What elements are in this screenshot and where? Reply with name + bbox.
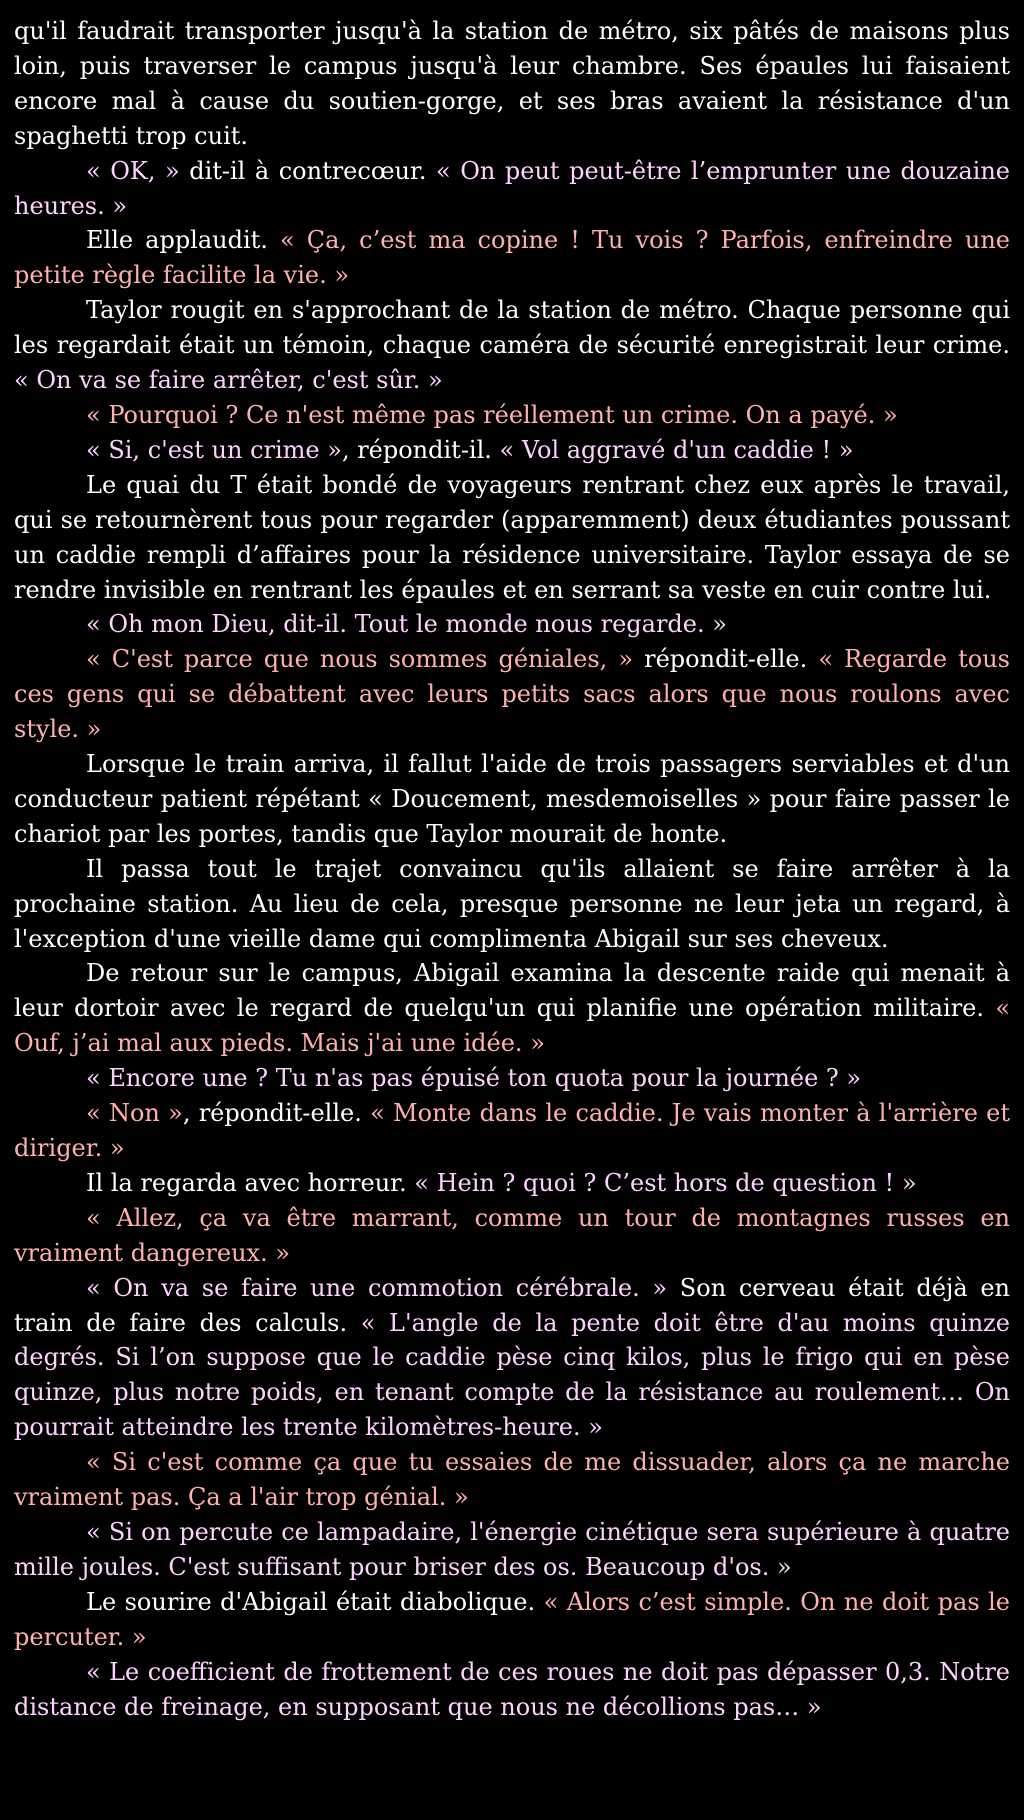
narration-text: , répondit-il. — [341, 435, 500, 464]
narration-text: , répondit-elle. — [182, 1099, 371, 1128]
paragraph — [14, 433, 1010, 468]
abigail-dialogue: « Ouf, j’ai mal aux pieds. Mais j'ai une idée. » — [14, 994, 1010, 1058]
taylor-dialogue: « L'angle de la pente doit être d'au moins quinze degrés. Si l’on suppose que le caddie pèse cinq kilos, plus le frigo qui en pèse quinze, plus notre poids, en tenant compte de la résistance au roulement… On pourrait atteindre les trente kilomètres-heure. » — [14, 1308, 1010, 1442]
narration-text: Le sourire d'Abigail était diabolique. — [86, 1587, 544, 1616]
narration-text: Il passa tout le trajet convaincu qu'ils allaient se faire arrêter à la prochaine station. Au lieu de cela, presque personne ne leur jeta un regard, à l'exception d'une vieille dame qui complimenta Abigail sur ses cheveux. — [14, 854, 1010, 953]
paragraph — [14, 852, 1010, 957]
narration-text: De retour sur le campus, Abigail examina la descente raide qui menait à leur dortoir avec le regard de quelqu'un qui planifie une opération militaire. — [14, 959, 1010, 1023]
taylor-dialogue: « Vol aggravé d'un caddie ! » — [499, 435, 854, 464]
taylor-dialogue: « On peut peut-être l’emprunter une douzaine heures. » — [14, 156, 1010, 220]
abigail-dialogue: « Pourquoi ? Ce n'est même pas réellement un crime. On a payé. » — [86, 400, 898, 429]
paragraph — [14, 1515, 1010, 1585]
narration-text: Taylor rougit en s'approchant de la station de métro. Chaque personne qui les regardait était un témoin, chaque caméra de sécurité enregistrait leur crime. — [14, 296, 1010, 360]
paragraph — [14, 398, 1010, 433]
abigail-dialogue: « Allez, ça va être marrant, comme un tour de montagnes russes en vraiment dangereux. » — [14, 1203, 1010, 1267]
taylor-dialogue: « Le coefficient de frottement de ces roues ne doit pas dépasser 0,3. Notre distance de freinage, en supposant que nous ne décollions pas… » — [14, 1657, 1010, 1721]
narration-text: Elle applaudit. — [86, 226, 281, 255]
taylor-dialogue: « OK, » — [86, 156, 180, 185]
paragraph — [14, 1445, 1010, 1515]
paragraph — [14, 293, 1010, 398]
paragraph — [14, 1201, 1010, 1271]
taylor-dialogue: « Encore une ? Tu n'as pas épuisé ton quota pour la journée ? » — [86, 1064, 862, 1093]
narration-text: Son cerveau était déjà en train de faire des calculs. — [14, 1273, 1010, 1337]
paragraph — [14, 956, 1010, 1061]
narration-text: répondit-elle. — [633, 645, 819, 674]
paragraph — [14, 1271, 1010, 1446]
paragraph — [14, 1585, 1010, 1655]
abigail-dialogue: « C'est parce que nous sommes géniales, » — [86, 645, 634, 674]
abigail-dialogue: « Alors c’est simple. On ne doit pas le percuter. » — [14, 1587, 1011, 1651]
paragraph — [14, 747, 1010, 852]
narration-text: qu'il faudrait transporter jusqu'à la station de métro, six pâtés de maisons plus loin, puis traverser le campus jusqu'à leur chambre. Ses épaules lui faisaient encore mal à cause du soutien-gorge, et ses bras avaient la résistance d'un spaghetti trop cuit. — [14, 17, 1010, 150]
abigail-dialogue: « Si c'est comme ça que tu essaies de me dissuader, alors ça ne marche vraiment pas. Ça a l'air trop génial. » — [14, 1448, 1010, 1512]
paragraph — [14, 607, 1010, 642]
abigail-dialogue: « Monte dans le caddie. Je vais monter à l'arrière et diriger. » — [14, 1099, 1011, 1162]
paragraph — [14, 223, 1010, 293]
abigail-dialogue: « Non » — [86, 1099, 183, 1128]
taylor-dialogue: « On va se faire une commotion cérébrale. » — [86, 1273, 668, 1302]
paragraph — [14, 642, 1010, 747]
paragraph — [14, 1166, 1010, 1201]
abigail-dialogue: « Regarde tous ces gens qui se débattent avec leurs petits sacs alors que nous roulons avec style. » — [14, 645, 1010, 744]
taylor-dialogue: « Si, c'est un crime » — [86, 435, 342, 464]
narration-text: Lorsque le train arriva, il fallut l'aide de trois passagers serviables et d'un conducteur patient répétant « Doucement, mesdemoiselles » pour faire passer le chariot par les portes, tandis que Taylor mourait de honte. — [14, 750, 1010, 848]
taylor-dialogue: « On va se faire arrêter, c'est sûr. » — [14, 366, 443, 395]
paragraph — [14, 468, 1010, 608]
paragraph — [14, 1096, 1010, 1166]
narration-text: Le quai du T était bondé de voyageurs rentrant chez eux après le travail, qui se retournèrent tous pour regarder (apparemment) deux étudiantes poussant un caddie rempli d’affaires pour la résidence universitaire. Taylor essaya de se rendre invisible en rentrant les épaules et en serrant sa veste en cuir contre lui. — [14, 470, 1010, 604]
paragraph — [14, 14, 1010, 154]
narration-text: dit-il à contrecœur. — [179, 156, 437, 185]
paragraph — [14, 1061, 1010, 1096]
taylor-dialogue: « Oh mon Dieu, dit-il. Tout le monde nous regarde. » — [86, 610, 727, 639]
abigail-dialogue: « Ça, c’est ma copine ! Tu vois ? Parfois, enfreindre une petite règle facilite la vie. » — [14, 226, 1010, 290]
paragraph — [14, 1655, 1010, 1725]
paragraph — [14, 154, 1010, 224]
taylor-dialogue: « Si on percute ce lampadaire, l'énergie cinétique sera supérieure à quatre mille joules. C'est suffisant pour briser des os. Beaucoup d'os. » — [14, 1517, 1010, 1581]
taylor-dialogue: « Hein ? quoi ? C’est hors de question ! » — [414, 1168, 917, 1197]
narration-text: Il la regarda avec horreur. — [86, 1168, 415, 1197]
